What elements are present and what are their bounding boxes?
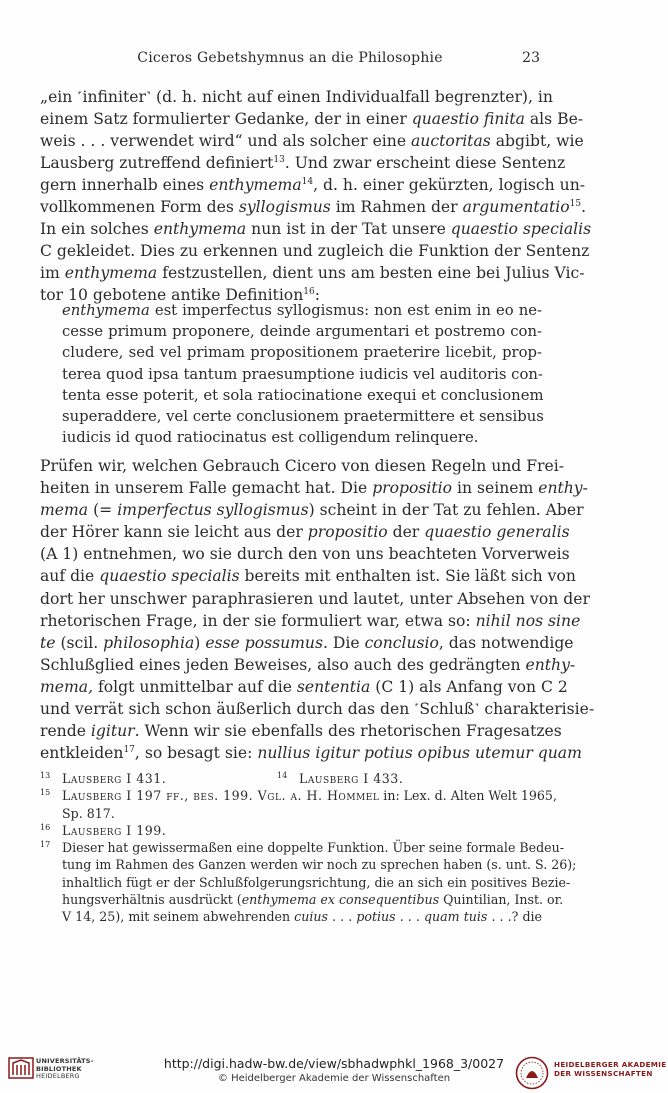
text-line: tor 10 gebotene antike Definition$^{16}$: xyxy=(40,286,320,304)
text-line: te (scil. philosophia) esse possumus. Die conclusio, das notwendige xyxy=(40,633,574,652)
footnote-17-line: hungsverhältnis ausdrückt (enthymema ex consequentibus Quintilian, Inst. or. xyxy=(62,892,564,908)
text-line: einem Satz formulierter Gedanke, der in einer quaestio finita als Be- xyxy=(40,110,584,128)
text-line: C gekleidet. Dies zu erkennen und zugleich die Funktion der Sentenz xyxy=(40,242,590,260)
text-line: rende igitur. Wenn wir sie ebenfalls des rhetorischen Fragesatzes xyxy=(40,722,562,741)
footnote-row xyxy=(40,770,542,787)
footnote-15-cont: Sp. 817. xyxy=(62,805,115,821)
main-paragraph-1 xyxy=(40,86,592,306)
block-quote xyxy=(62,300,542,448)
quote-line: iudicis id quod ratiocinatus est colligendum relinquere. xyxy=(62,429,479,447)
footnote-17-line: inhaltlich fügt er der Schlußfolgerungsrichtung, die an sich ein positives Bezie- xyxy=(62,874,571,890)
academy-seal-icon xyxy=(515,1056,549,1090)
text-line: entkleiden$^{17}$, so besagt sie: nullius igitur potius opibus utemur quam xyxy=(40,744,582,763)
quote-line: terea quod ipsa tantum praesumptione iudicis vel auditoris con- xyxy=(62,365,543,383)
quote-line: tenta esse poterit, et sola ratiocinatione exequi et conclusionem xyxy=(62,386,544,404)
text-line: weis . . . verwendet wird“ und als solcher eine auctoritas abgibt, wie xyxy=(40,132,584,150)
footnote-ref: 15 xyxy=(569,199,582,209)
text-line: dort her unschwer paraphrasieren und lautet, unter Absehen von der xyxy=(40,589,590,608)
quote-line: cludere, sed vel primam propositionem praeterire licebit, prop- xyxy=(62,344,542,362)
quote-line: cesse primum proponere, deinde argumentari et postremo con- xyxy=(62,323,542,341)
footnote-17-line: tung im Rahmen des Ganzen werden wir noch zu sprechen haben (s. unt. S. 26); xyxy=(62,857,577,873)
text-line: Lausberg zutreffend definiert$^{13}$. Und zwar erscheint diese Sentenz xyxy=(40,154,566,172)
text-line: Schlußglied eines jeden Beweises, also auch des gedrängten enthy- xyxy=(40,655,576,674)
footnote-14: 14 Lausberg I 433. xyxy=(277,771,404,786)
copyright-notice: © Heidelberger Akademie der Wissenschaften xyxy=(217,1073,451,1084)
page-number: 23 xyxy=(522,50,540,66)
text-line: In ein solches enthymema nun ist in der Tat unsere quaestio specialis xyxy=(40,220,592,238)
footnote-ref: 17 xyxy=(123,745,135,756)
text-line: gern innerhalb eines enthymema$^{14}$, d. h. einer gekürzten, logisch un- xyxy=(40,176,586,194)
text-line: der Hörer kann sie leicht aus der propositio der quaestio generalis xyxy=(40,523,570,542)
footnote-17-line: V 14, 25), mit seinem abwehrenden cuius . . . potius . . . quam tuis . . .? die xyxy=(62,909,542,925)
text-line: auf die quaestio specialis bereits mit enthalten ist. Sie läßt sich von xyxy=(40,567,576,586)
footnote-ref: 14 xyxy=(301,177,314,187)
library-name: UNIVERSITÄTS- BIBLIOTHEK HEIDELBERG xyxy=(36,1057,94,1080)
footnote-16: 16 Lausberg I 199. xyxy=(40,822,167,838)
footnote-ref: 16 xyxy=(303,287,315,297)
footnote-ref: 13 xyxy=(273,155,285,165)
text-line: und verrät sich schon äußerlich durch das den ˹Schluß˺ charakterisie- xyxy=(40,700,595,719)
text-line: mema (= imperfectus syllogismus) scheint in der Tat zu fehlen. Aber xyxy=(40,501,584,520)
footnote-17: 17 Dieser hat gewissermaßen eine doppelte Funktion. Über seine formale Bedeu- xyxy=(40,840,564,856)
footnotes xyxy=(40,770,577,926)
page-footer xyxy=(0,1043,668,1093)
main-paragraph-2 xyxy=(40,455,595,764)
text-line: heiten in unserem Falle gemacht hat. Die propositio in seinem enthy- xyxy=(40,479,588,498)
quote-line: enthymema est imperfectus syllogismus: non est enim in eo ne- xyxy=(62,302,542,319)
text-line: Prüfen wir, welchen Gebrauch Cicero von diesen Regeln und Frei- xyxy=(40,457,564,475)
academy-name: HEIDELBERGER AKADEMIE DER WISSENSCHAFTEN xyxy=(554,1060,667,1078)
source-url-link[interactable]: http://digi.hadw-bw.de/view/sbhadwphkl_1968_3/0027 xyxy=(163,1056,505,1071)
text-line: vollkommenen Form des syllogismus im Rahmen der argumentatio$^{15}$. xyxy=(40,198,587,216)
running-title: Ciceros Gebetshymnus an die Philosophie xyxy=(137,50,443,66)
text-line: mema, folgt unmittelbar auf die sententia (C 1) als Anfang von C 2 xyxy=(40,677,568,696)
running-header xyxy=(40,50,540,72)
text-line: im enthymema festzustellen, dient uns am besten eine bei Julius Vic- xyxy=(40,264,585,282)
footnote-15: 15 Lausberg I 197 ff., bes. 199. Vgl. a. H. Hommel in: Lex. d. Alten Welt 1965, xyxy=(40,788,557,804)
text-line: rhetorischen Frage, in der sie formuliert war, etwa so: nihil nos sine xyxy=(40,611,581,630)
text-line: „ein ˹infiniter˺ (d. h. nicht auf einen Individualfall begrenzter), in xyxy=(40,88,553,106)
footnote-13: 13 Lausberg I 431. xyxy=(40,771,167,786)
quote-line: superaddere, vel certe conclusionem praetermittere et sensibus xyxy=(62,407,544,425)
text-line: (A 1) entnehmen, wo sie durch den von uns beachteten Vorverweis xyxy=(40,545,570,564)
